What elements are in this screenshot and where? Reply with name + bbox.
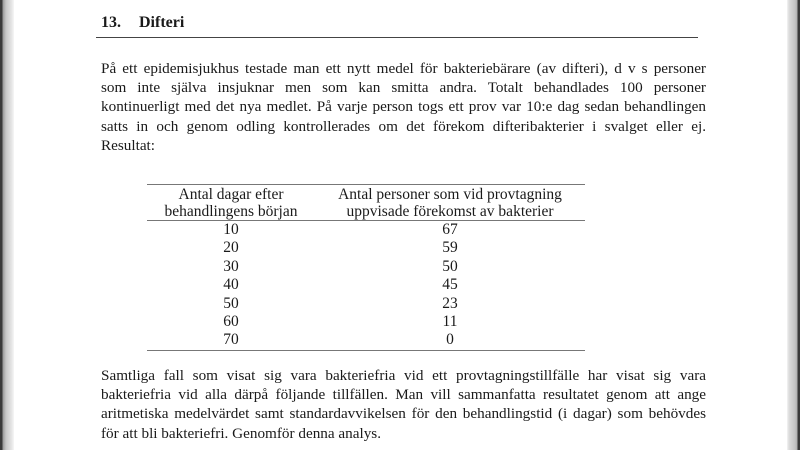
cell-days: 50	[223, 294, 239, 312]
conclusion-line: Samtliga fall som visat sig vara bakteriefria vid ett provtagningstillfälle har visat sig vara	[101, 367, 706, 384]
table-row	[147, 258, 585, 276]
conclusion-line: aritmetiska medelvärdet samt standardavvikelsen för den behandlingstid (i dagar) som behövdes	[101, 405, 706, 423]
table-row	[147, 239, 585, 257]
section-heading	[101, 14, 184, 32]
cell-persons: 59	[442, 239, 458, 257]
window-right-edge	[787, 0, 800, 450]
table-row	[147, 221, 585, 240]
intro-line: Resultat:	[101, 136, 155, 154]
cell-days: 40	[223, 276, 239, 294]
header-line: behandlingens början	[164, 203, 298, 220]
window-left-edge	[0, 0, 14, 450]
table-header-row	[147, 185, 585, 221]
cell-persons: 67	[442, 221, 458, 238]
cell-persons: 23	[442, 294, 458, 312]
cell-days: 60	[223, 313, 239, 331]
cell-persons: 50	[442, 257, 458, 275]
cell-days: 30	[223, 257, 239, 275]
table-row	[147, 276, 585, 294]
header-line: uppvisade förekomst av bakterier	[346, 203, 554, 220]
cell-days: 70	[147, 331, 315, 350]
column-header-persons	[315, 185, 585, 221]
heading-rule	[96, 37, 698, 38]
table-row	[147, 313, 585, 331]
intro-line: kontinuerligt med det nya medlet. På varje person togs ett prov var 10:e dag sedan behandlingen	[101, 98, 706, 116]
table-row	[147, 295, 585, 313]
conclusion-line: för att bli bakteriefri. Genomför denna analys.	[101, 424, 382, 442]
column-header-days	[147, 185, 315, 221]
intro-line: satts in och genom odling kontrollerades om det förekom difteribakterier i svalget eller ej.	[101, 117, 706, 135]
results-table	[147, 184, 585, 351]
header-line: Antal personer som vid provtagning	[338, 186, 562, 203]
cell-days: 20	[223, 239, 239, 257]
intro-line: På ett epidemisjukhus testade man ett nytt medel för bakteriebärare (av difteri), d v s personer	[101, 60, 706, 77]
table-row	[147, 331, 585, 350]
section-number: 13.	[101, 14, 121, 31]
document-page	[96, 0, 708, 450]
intro-paragraph	[101, 59, 706, 155]
section-title: Difteri	[139, 14, 185, 31]
header-line: Antal dagar efter	[178, 186, 284, 203]
conclusion-paragraph	[101, 366, 706, 443]
cell-persons: 45	[442, 276, 458, 294]
cell-persons: 0	[315, 331, 585, 350]
cell-days: 10	[223, 221, 239, 238]
intro-line: som inte själva insjuknar men som kan smitta andra. Totalt behandlades 100 personer	[101, 79, 706, 97]
conclusion-line: bakteriefria vid alla därpå följande tillfällen. Man vill sammanfatta resultatet genom att ange	[101, 386, 706, 404]
cell-persons: 11	[442, 313, 458, 331]
